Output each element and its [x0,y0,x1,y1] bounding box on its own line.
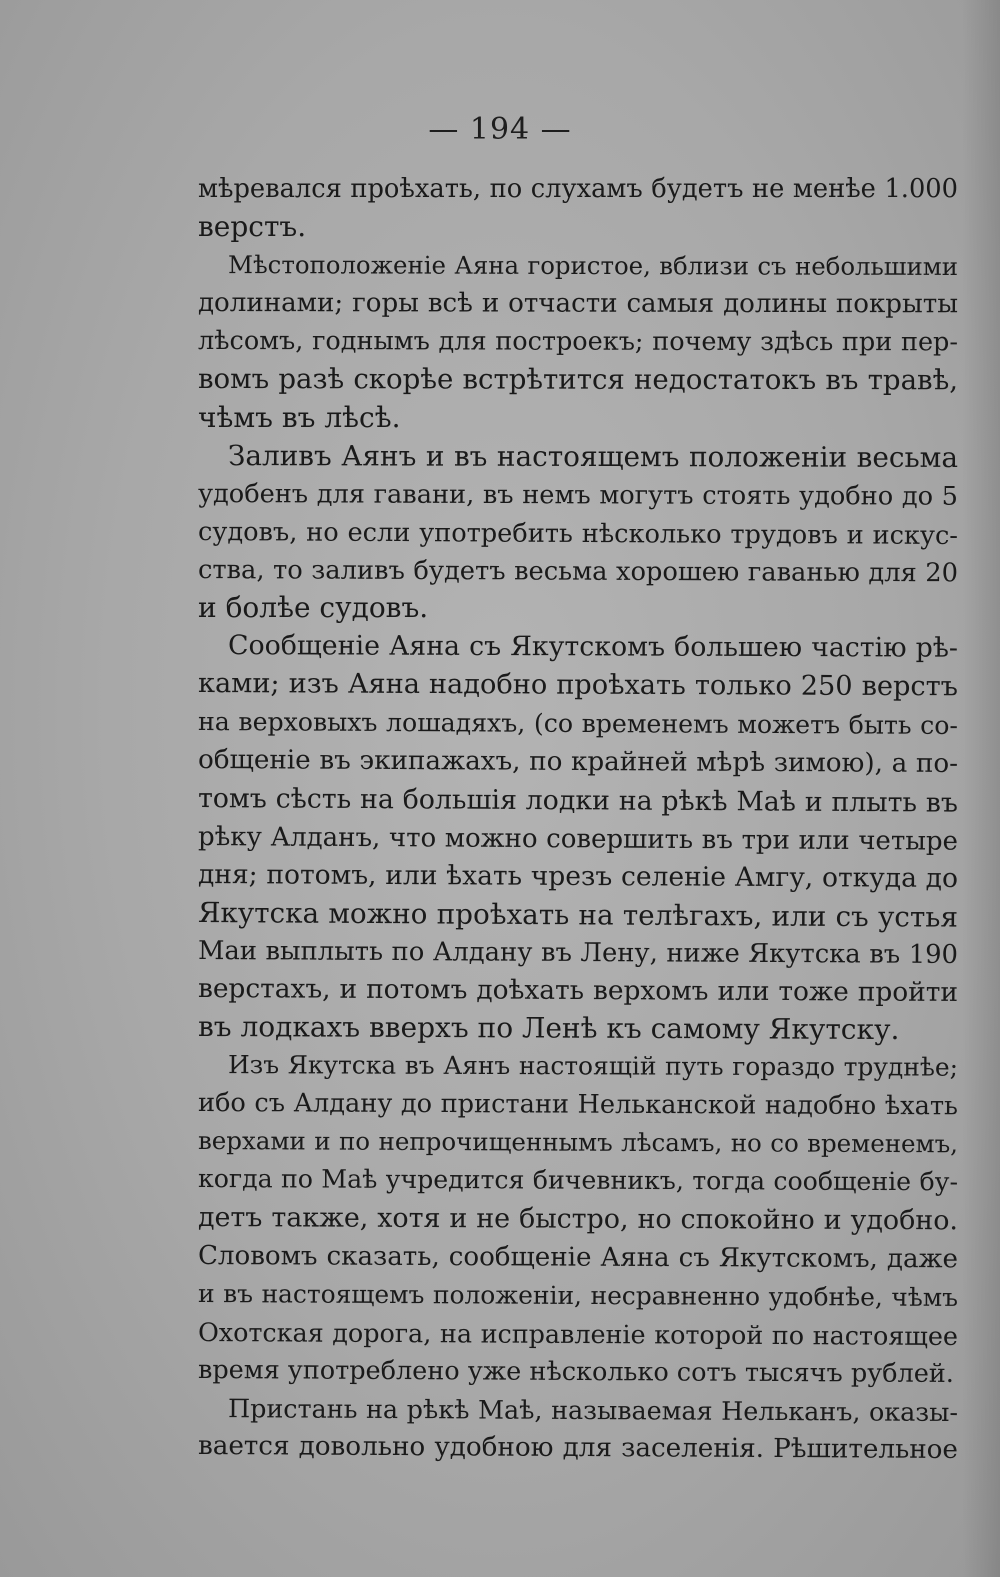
text-line: томъ сѣсть на большія лодки на рѣкѣ Маѣ и плыть въ [197,782,959,819]
page-edge-shadow [962,0,1000,1577]
text-line: Изъ Якутска въ Аянъ настоящій путь гораздо труднѣе; [227,1050,959,1082]
text-line: Сообщеніе Аяна съ Якутскомъ большею частію рѣ- [227,630,959,664]
text-line: Заливъ Аянъ и въ настоящемъ положеніи весьма [227,438,959,474]
text-line: мѣревался проѣхать, по слухамъ будетъ не менѣе 1.000 [198,174,958,204]
text-line: Якутска можно проѣхать на телѣгахъ, или съ устья [197,895,959,934]
text-line: Охотская дорога, на исправленіе которой по настоящее [197,1316,959,1351]
text-line: въ лодкахъ вверхъ по Ленѣ къ самому Якутску. [197,1010,900,1047]
text-line: и въ настоящемъ положеніи, несравненно удобнѣе, чѣмъ [197,1278,959,1312]
text-line: долинами; горы всѣ и отчасти самыя долины покрыты [197,288,959,320]
text-line: вомъ разѣ скорѣе встрѣтится недостатокъ въ травѣ, [197,362,959,397]
text-line: лѣсомъ, годнымъ для построекъ; почему здѣсь при пер- [197,326,959,358]
text-line: верхами и по непрочищеннымъ лѣсамъ, но со временемъ, [197,1126,959,1159]
text-line: Пристань на рѣкѣ Маѣ, называемая Нельканъ, оказы- [227,1393,959,1427]
body-text [198,170,958,1465]
text-line: рѣку Алданъ, что можно совершить въ три или четыре [197,821,959,857]
text-line: и болѣе судовъ. [198,591,429,625]
text-line: на верховыхъ лошадяхъ, (со временемъ можетъ быть со- [197,707,959,741]
text-line: ками; изъ Аяна надобно проѣхать только 250 верстъ [197,668,959,703]
text-line: верстахъ, и потомъ доѣхать верхомъ или тоже пройти [197,972,959,1008]
text-line: Мѣстоположеніе Аяна гористое, вблизи съ небольшими [227,250,959,282]
page-number: — 194 — [428,112,572,147]
text-line: чѣмъ въ лѣсѣ. [198,400,401,434]
text-line: вается довольно удобною для заселенія. Рѣшительное [197,1431,959,1466]
text-line: ибо съ Алдану до пристани Нельканской надобно ѣхать [197,1088,959,1122]
text-line: Словомъ сказать, сообщеніе Аяна съ Якутскомъ, даже [197,1240,959,1274]
text-line: ства, то заливъ будетъ весьма хорошею гаванью для 20 [197,554,959,589]
text-line: общеніе въ экипажахъ, по крайней мѣрѣ зимою), а по- [197,745,959,780]
text-line: дня; потомъ, или ѣхать чрезъ селеніе Амгу, откуда до [197,858,959,894]
text-line: когда по Маѣ учредится бичевникъ, тогда сообщеніе бу- [197,1164,959,1197]
text-line: время употреблено уже нѣсколько сотъ тысячъ рублей. [197,1354,955,1389]
text-line: Маи выплыть по Алдану въ Лену, ниже Якутска въ 190 [197,935,959,970]
text-line: удобенъ для гавани, въ немъ могутъ стоять удобно до 5 [197,478,959,512]
text-line: детъ также, хотя и не быстро, но спокойно и удобно. [197,1201,959,1236]
text-line: верстъ. [198,210,307,244]
text-line: судовъ, но если употребить нѣсколько трудовъ и искус- [197,516,959,551]
